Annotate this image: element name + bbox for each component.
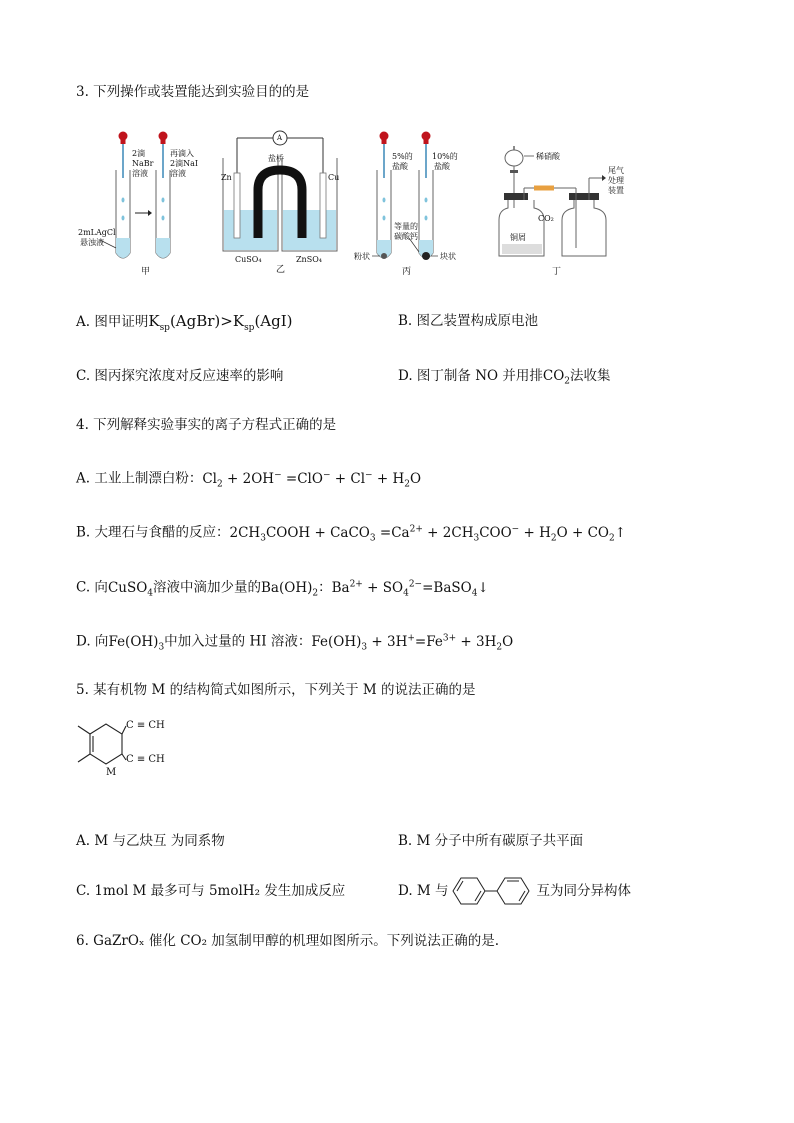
triple-bond-1: C ≡ CH [126, 720, 165, 731]
figure-ding-drawing [494, 128, 634, 278]
label-block: 块状 [440, 252, 456, 261]
q4-option-d: D. 向$Fe(OH)_3$中加入过量的 HI 溶液：$Fe(OH)_3 + 3H^+=Fe^{3+} + 3H_2O$ [76, 633, 514, 653]
label-hcl2: 盐酸 [434, 162, 450, 171]
label-co2: CO₂ [538, 214, 554, 223]
figure-jia [78, 128, 198, 278]
q4-option-b: B. 大理石与食醋的反应：$2CH_3COOH$ + CaCO$_3$ $=Ca^{2+} + 2CH_3COO^- + H_2O$ + $CO_2↑$ [76, 524, 627, 544]
q6-stem: 6. GaZrOₓ 催化 CO₂ 加氢制甲醇的机理如图所示。下列说法正确的是. [76, 933, 500, 949]
q5-option-b: B. M 分子中所有碳原子共平面 [398, 833, 584, 849]
label-equal: 等量的 [394, 222, 418, 231]
label-nai: 2滴NaI [170, 159, 199, 168]
label-copper: 铜屑 [510, 233, 526, 242]
label-cu: Cu [328, 173, 340, 182]
figure-bing [354, 128, 464, 278]
label-5pct: 5%的 [392, 152, 413, 161]
label-nabr: NaBr [132, 159, 154, 168]
label-m: M [106, 767, 117, 778]
q3-option-a: A. 图甲证明$K_{sp}(AgBr)>K_{sp}(AgI)$ [76, 312, 293, 333]
q5-option-c: C. 1mol M 最多可与 5molH₂ 发生加成反应 [76, 883, 346, 899]
q3-option-d: D. 图丁制备 NO 并用排$CO_2$法收集 [398, 368, 611, 387]
label-10pct: 10%的 [432, 152, 458, 161]
q5-structure [76, 712, 186, 782]
caption-bing: 丙 [402, 267, 412, 277]
label-caco3: 碳酸钙 [394, 232, 418, 241]
label-zn: Zn [221, 173, 232, 182]
label-solution2: 溶液 [170, 169, 186, 178]
q4-option-c: C. 向CuSO$_4$溶液中滴加少量的$Ba(OH)_2$：$Ba^{2+}$ + $SO_4^{2-}=BaSO_4↓$ [76, 579, 489, 599]
label-suspension: 悬浊液 [80, 238, 104, 247]
label-tail1: 尾气 [608, 166, 624, 175]
label-salt-bridge: 盐桥 [268, 154, 284, 163]
q5-option-d: D. M 与 互为同分异构体 [398, 882, 631, 901]
caption-jia: 甲 [141, 267, 151, 277]
q3-option-b: B. 图乙装置构成原电池 [398, 313, 539, 329]
caption-ding: 丁 [552, 267, 562, 277]
biphenyl-icon [449, 874, 537, 908]
label-hcl1: 盐酸 [392, 162, 408, 171]
ammeter-label: A [277, 134, 283, 142]
label-powder: 粉状 [354, 252, 370, 261]
figure-yi [220, 128, 350, 278]
label-cuso4: CuSO₄ [235, 255, 262, 264]
label-agcl: 2mLAgCl [78, 228, 116, 237]
label-drop1: 2滴 [132, 149, 146, 158]
q4-stem: 4. 下列解释实验事实的离子方程式正确的是 [76, 417, 337, 433]
label-solution1: 溶液 [132, 169, 148, 178]
label-znso4: ZnSO₄ [296, 255, 322, 264]
q5-stem: 5. 某有机物 M 的结构简式如图所示，下列关于 M 的说法正确的是 [76, 682, 476, 698]
q5-option-a: A. M 与乙炔互 为同系物 [76, 833, 225, 849]
label-dilute-nitric: 稀硝酸 [536, 152, 560, 161]
triple-bond-2: C ≡ CH [126, 754, 165, 765]
label-drop2: 再滴入 [170, 149, 194, 158]
q3-stem: 3. 下列操作或装置能达到实验目的的是 [76, 84, 310, 100]
label-tail2: 处理 [608, 176, 624, 185]
q3-option-c: C. 图丙探究浓度对反应速率的影响 [76, 368, 284, 384]
caption-yi: 乙 [276, 265, 286, 275]
q4-option-a: A. 工业上制漂白粉：$Cl_2 + 2OH^- =ClO^- + Cl^- + H_2O$ [76, 470, 422, 490]
figure-ding [494, 128, 634, 278]
label-tail3: 装置 [608, 186, 624, 195]
